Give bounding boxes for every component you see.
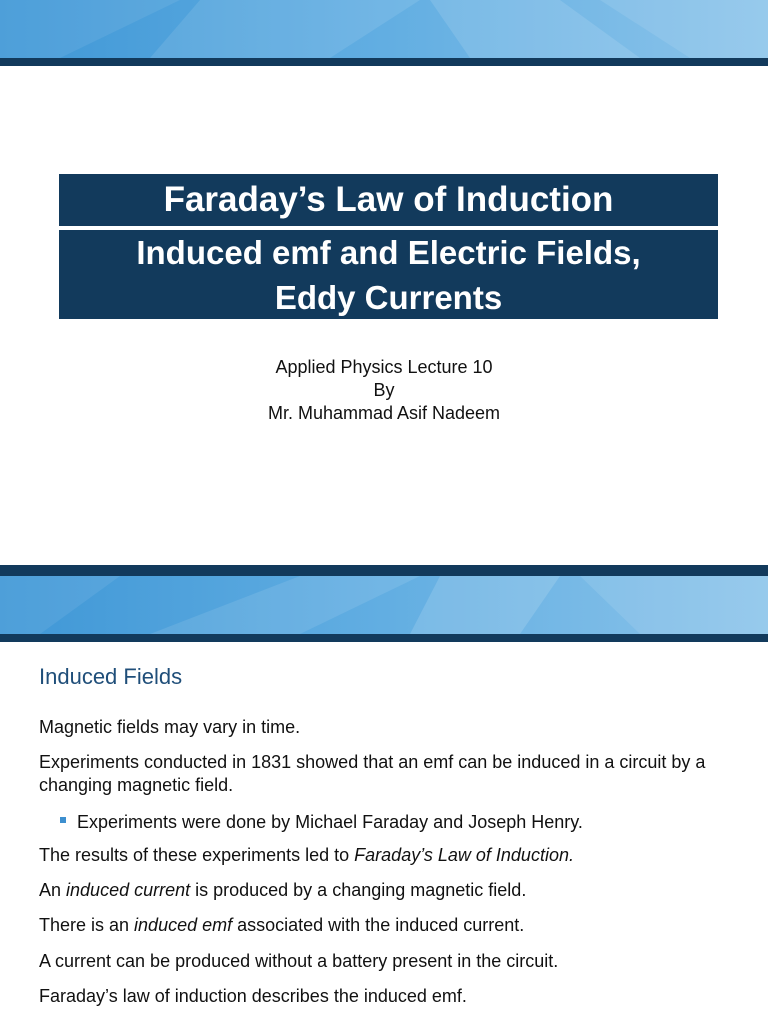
paragraph-4-suffix: is produced by a changing magnetic field. (190, 880, 527, 900)
middle-navy-band-bottom (0, 634, 768, 642)
slide-title: Faraday’s Law of Induction (163, 180, 614, 219)
slide-title-line2: Induced emf and Electric Fields, (136, 233, 641, 271)
title-box-2 (59, 230, 718, 319)
lecture-label: Applied Physics Lecture 10 (275, 357, 493, 377)
author-name: Mr. Muhammad Asif Nadeem (267, 403, 501, 423)
paragraph-6: A current can be produced without a battery present in the circuit. (39, 951, 559, 971)
paragraph-2: Experiments conducted in 1831 showed that an emf can be induced in a circuit by a changing magnetic field. (39, 752, 706, 795)
paragraph-4 (39, 879, 739, 902)
paragraph-3-emphasis: Faraday’s Law of Induction. (354, 845, 574, 865)
title-box-1 (59, 174, 718, 226)
bullet-item (60, 811, 740, 834)
banner-pattern (0, 0, 768, 58)
middle-navy-band-top (0, 565, 768, 576)
slide-subtitle (0, 356, 768, 425)
bullet-text: Experiments were done by Michael Faraday and Joseph Henry. (77, 812, 583, 832)
by-label: By (373, 380, 395, 400)
paragraph-5-prefix: There is an (39, 915, 135, 935)
paragraph-5-emphasis: induced emf (134, 915, 233, 935)
middle-banner (0, 576, 768, 634)
top-navy-band (0, 58, 768, 66)
paragraph-7: Faraday’s law of induction describes the induced emf. (39, 986, 467, 1006)
section-heading: Induced Fields (39, 664, 183, 689)
square-bullet-icon (60, 817, 66, 823)
paragraph-1: Magnetic fields may vary in time. (39, 717, 301, 737)
middle-banner-pattern (0, 576, 768, 634)
paragraph-5 (39, 914, 739, 937)
paragraph-3-text: The results of these experiments led to (39, 845, 355, 865)
paragraph-4-prefix: An (39, 880, 67, 900)
slide-title-line3: Eddy Currents (274, 278, 503, 316)
paragraph-3 (39, 844, 739, 867)
paragraph-5-suffix: associated with the induced current. (232, 915, 525, 935)
paragraph-4-emphasis: induced current (66, 880, 191, 900)
top-banner (0, 0, 768, 58)
